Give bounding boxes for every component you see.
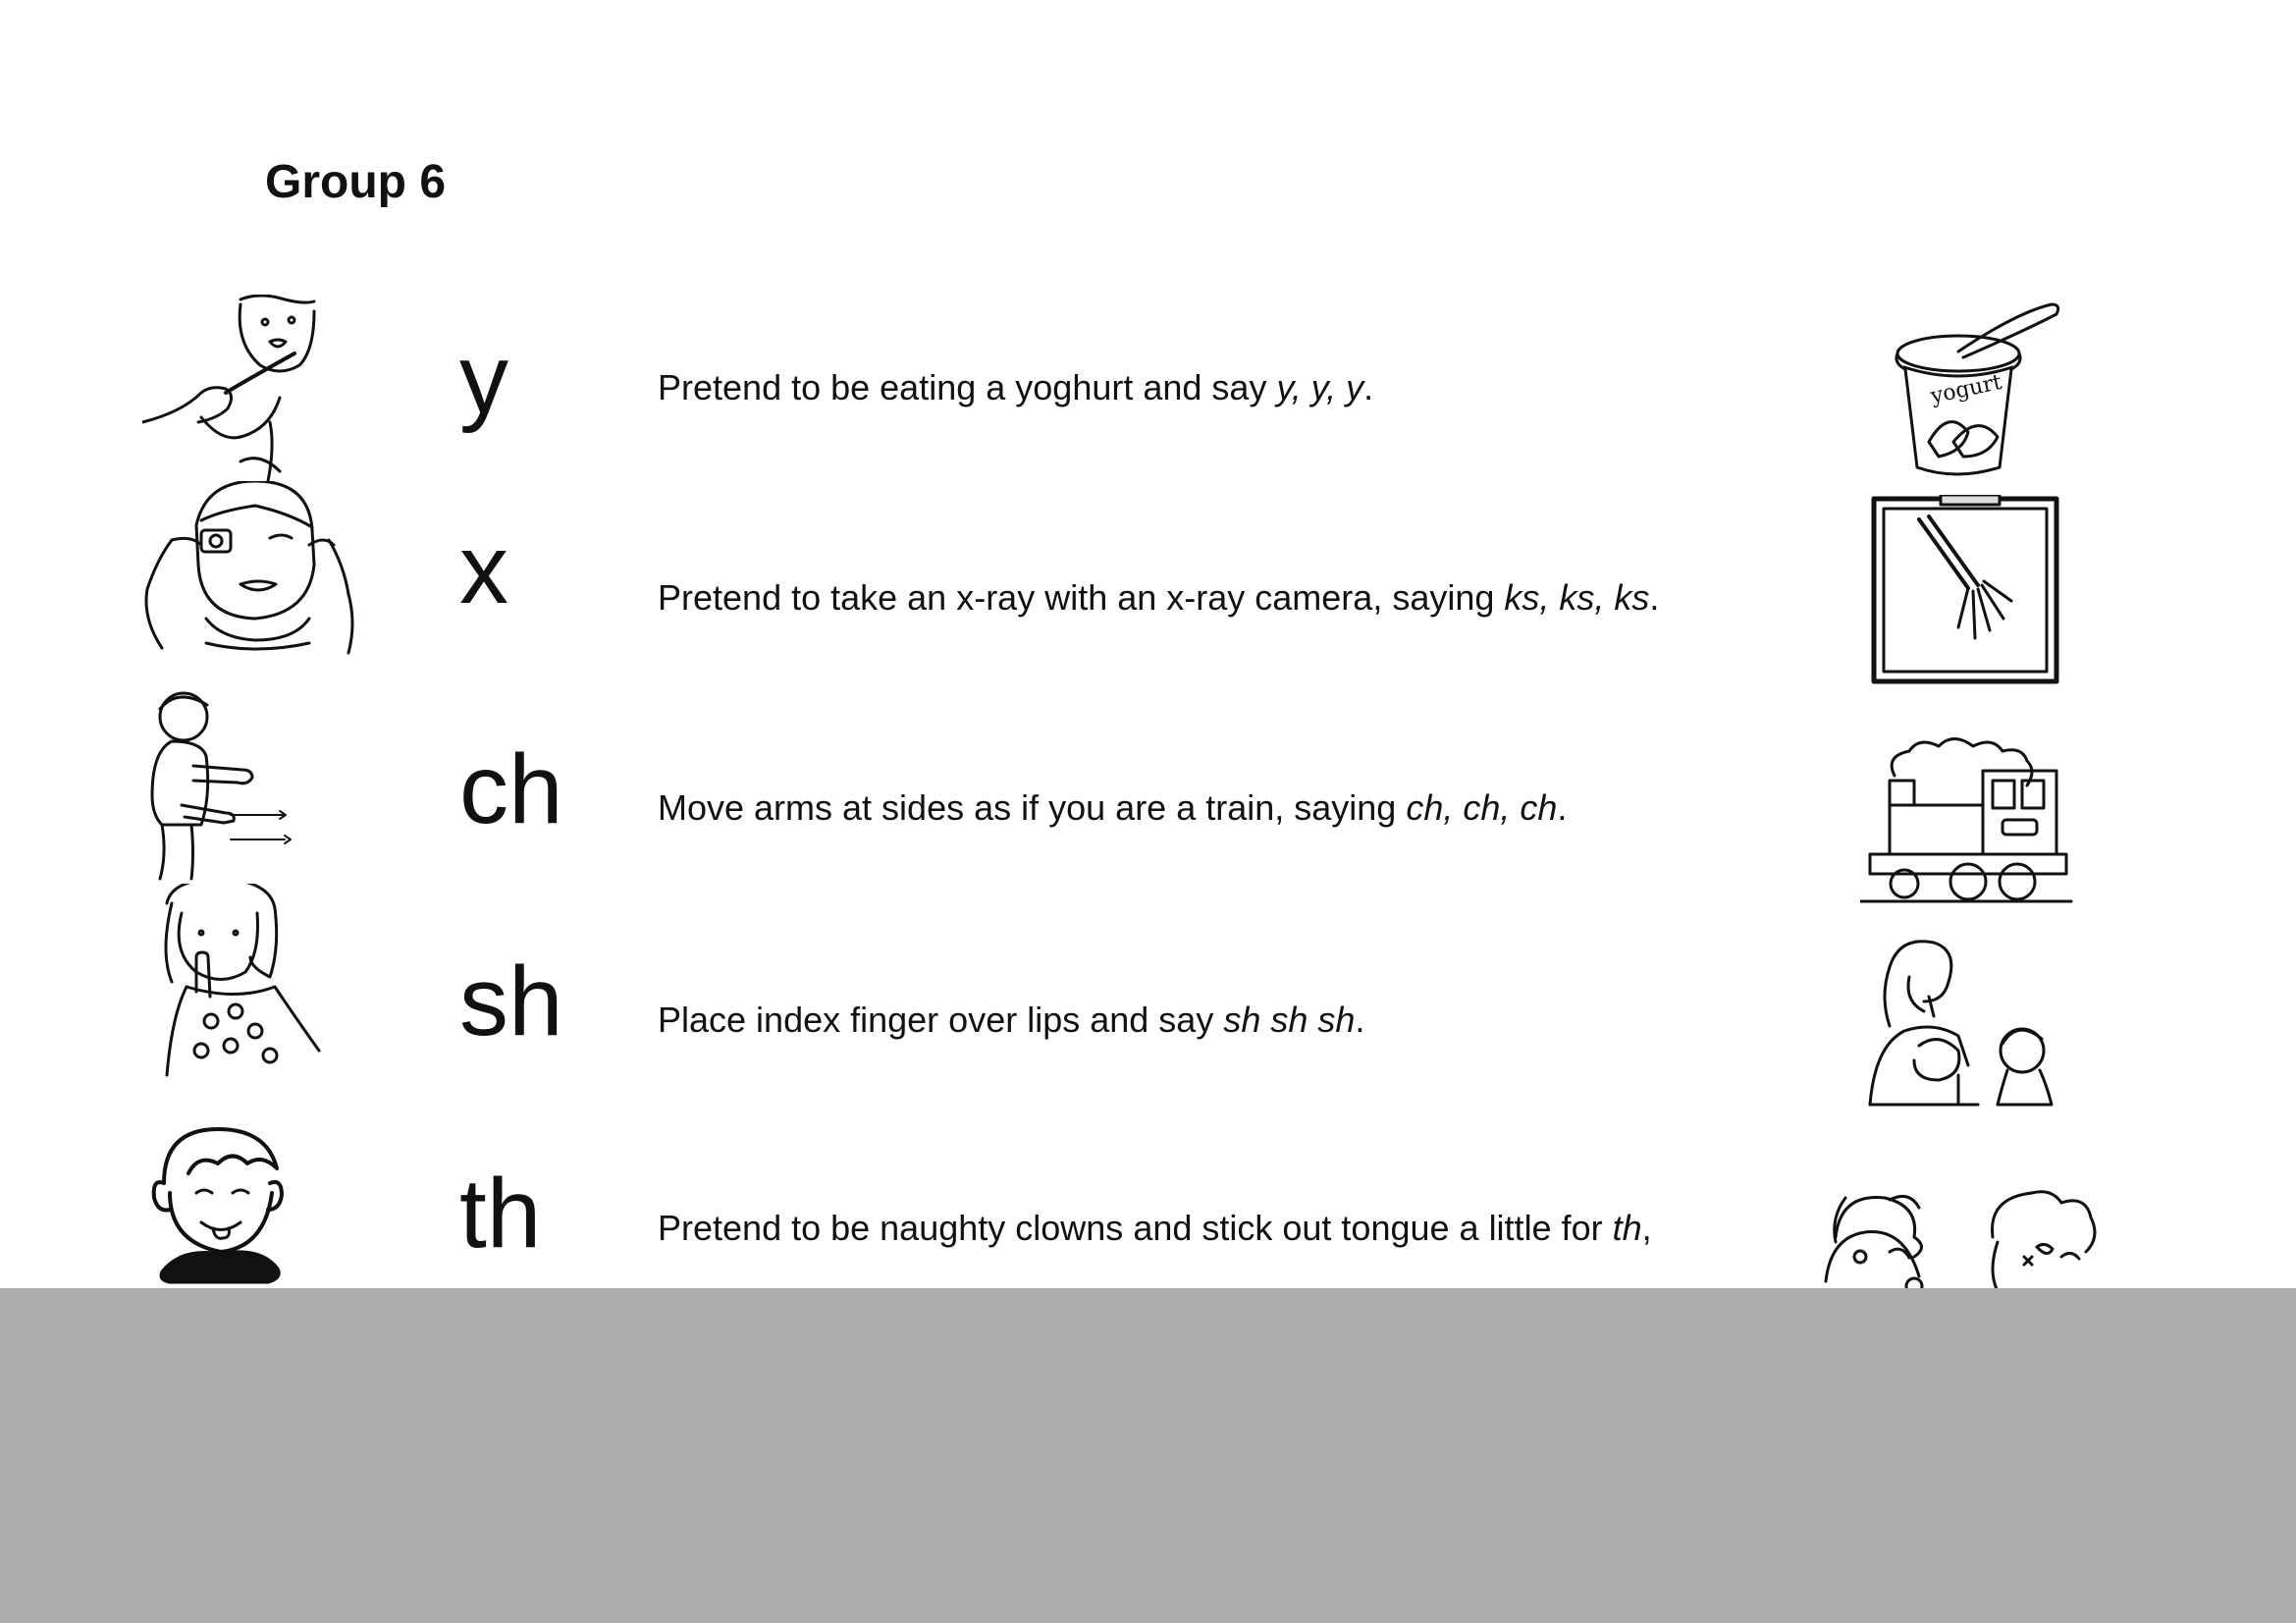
instruction-part: . xyxy=(1649,577,1660,618)
mother-baby-child-icon xyxy=(1860,938,2086,1134)
instruction-part: Pretend to take an x-ray with an x-ray camera, saying xyxy=(658,577,1505,618)
instruction-part: Pretend to be naughty clowns and stick out tongue a little for xyxy=(658,1208,1613,1248)
instruction-text xyxy=(658,787,1567,829)
instruction-part: . xyxy=(1557,787,1568,828)
instruction-text xyxy=(658,1208,1652,1249)
sound-text: ks, ks, ks xyxy=(1504,577,1650,618)
child-camera-icon xyxy=(142,481,358,677)
phonics-row-y xyxy=(0,295,2296,501)
instruction-part: Move arms at sides as if you are a train, saying xyxy=(658,787,1407,828)
sound-text: ch, ch, ch xyxy=(1406,787,1558,828)
phonics-row-ch xyxy=(0,687,2296,893)
yoghurt-pot-icon xyxy=(1860,295,2086,491)
instruction-text xyxy=(658,1000,1364,1041)
sound-text: sh sh sh xyxy=(1223,1000,1356,1040)
sound-text: th xyxy=(1612,1208,1642,1248)
letter-sound-y: y xyxy=(459,324,508,434)
instruction-text xyxy=(658,367,1373,408)
instruction-text xyxy=(658,577,1659,619)
instruction-part: Pretend to be eating a yoghurt and say xyxy=(658,367,1277,407)
letter-sound-sh: sh xyxy=(459,947,563,1056)
instruction-part: . xyxy=(1355,1000,1365,1040)
sound-text: y, y, y xyxy=(1276,367,1364,407)
yoghurt-label: yogurt xyxy=(1928,369,2004,409)
letter-sound-x: x xyxy=(459,514,508,624)
page-title: Group 6 xyxy=(265,156,447,208)
phonics-row-sh xyxy=(0,884,2296,1090)
phonics-row-th xyxy=(0,1109,2296,1316)
gray-overlay xyxy=(0,1288,2296,1623)
child-train-arms-icon xyxy=(142,687,358,884)
instruction-part: Place index finger over lips and say xyxy=(658,1000,1224,1040)
child-eating-icon xyxy=(142,295,358,491)
instruction-part: . xyxy=(1363,367,1374,407)
x-ray-hand-icon xyxy=(1860,495,2086,691)
child-finger-lips-icon xyxy=(142,884,358,1080)
letter-sound-ch: ch xyxy=(459,734,563,844)
letter-sound-th: th xyxy=(459,1159,542,1269)
instruction-part: , xyxy=(1641,1208,1652,1248)
phonics-row-x xyxy=(0,481,2296,687)
